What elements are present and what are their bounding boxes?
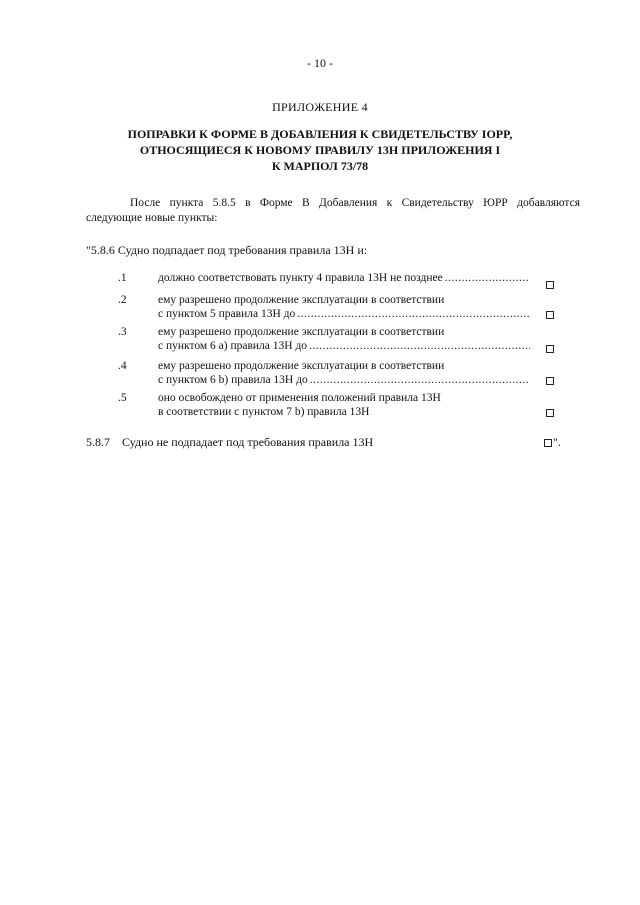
title-line-1: ПОПРАВКИ К ФОРМЕ В ДОБАВЛЕНИЯ К СВИДЕТЕЛЬСТВУ IOPP, xyxy=(127,127,513,141)
intro-line-2: следующие новые пункты: xyxy=(86,212,218,224)
checkbox-item-2[interactable] xyxy=(546,311,554,319)
item-text-line: оно освобождено от применения положений правила 13H xyxy=(158,392,441,404)
item-number: .3 xyxy=(118,326,127,338)
checkbox-item-5[interactable] xyxy=(546,409,554,417)
dot-leader xyxy=(443,271,530,285)
appendix-heading: ПРИЛОЖЕНИЕ 4 xyxy=(272,100,368,114)
closing-quote: ". xyxy=(553,435,561,449)
intro-line-1: После пункта 5.8.5 в Форме В Добавления к Свидетельству ЮРР добавляются xyxy=(130,197,580,209)
item-number: .5 xyxy=(118,392,127,404)
dot-leader xyxy=(308,373,530,387)
section-5-8-6: "5.8.6 Судно подпадает под требования правила 13H и: xyxy=(86,243,368,257)
page-number: - 10 - xyxy=(307,56,333,70)
document-title xyxy=(60,126,580,174)
section-5-8-7 xyxy=(86,435,373,450)
item-text-line: с пунктом 6 b) правила 13H до xyxy=(158,374,308,386)
title-line-2: ОТНОСЯЩИЕСЯ К НОВОМУ ПРАВИЛУ 13H ПРИЛОЖЕНИЯ I xyxy=(139,143,501,157)
item-text-line: ему разрешено продолжение эксплуатации в соответствии xyxy=(158,326,445,338)
checkbox-item-3[interactable] xyxy=(546,345,554,353)
item-number: .4 xyxy=(118,360,127,372)
item-text-line: с пунктом 6 a) правила 13H до xyxy=(158,340,308,352)
item-text-line: с пунктом 5 правила 13H до xyxy=(158,308,296,320)
dot-leader xyxy=(307,339,530,353)
section-text: Судно не подпадает под требования правила 13H xyxy=(122,435,374,449)
intro-paragraph xyxy=(86,196,580,226)
item-number: .1 xyxy=(118,272,127,284)
item-text-line: ему разрешено продолжение эксплуатации в соответствии xyxy=(158,294,445,306)
checkbox-item-4[interactable] xyxy=(546,377,554,385)
item-number: .2 xyxy=(118,294,127,306)
title-line-3: К МАРПОЛ 73/78 xyxy=(271,159,369,173)
section-number: 5.8.7 xyxy=(86,435,110,449)
section-5-8-7-end xyxy=(544,435,561,450)
checkbox-5-8-7[interactable] xyxy=(544,439,552,447)
item-text-line: в соответствии с пунктом 7 b) правила 13H xyxy=(158,406,370,418)
item-text-line: ему разрешено продолжение эксплуатации в соответствии xyxy=(158,360,445,372)
dot-leader xyxy=(295,307,530,321)
checkbox-item-1[interactable] xyxy=(546,281,554,289)
item-text-line: должно соответствовать пункту 4 правила 13H не позднее xyxy=(158,272,443,284)
